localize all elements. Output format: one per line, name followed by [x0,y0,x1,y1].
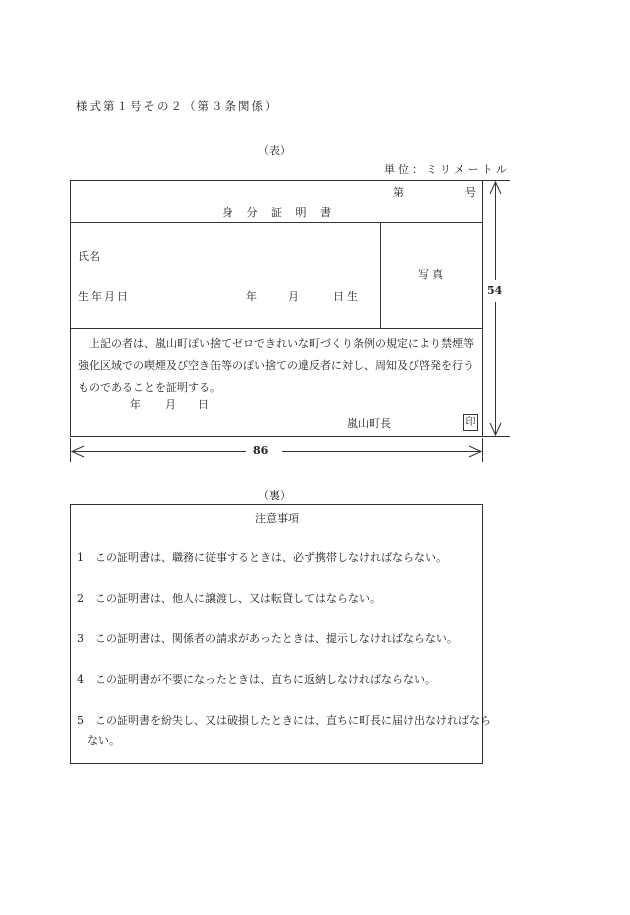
birth-year: 年 [246,290,257,303]
photo-label: 写真 [418,268,446,281]
name-label: 氏名 [78,250,100,263]
note-item: 3 この証明書は、関係者の請求があったときは、提示しなければならない。 [77,632,458,645]
card-title: 身 分 証 明 書 [222,206,334,219]
form-title: 様式第１号その２（第３条関係） [76,99,279,113]
note-item-continuation: ない。 [87,734,120,747]
birth-day: 日生 [333,290,361,303]
number-label-dai: 第 [393,186,404,199]
issuer-title: 嵐山町長 [347,417,391,430]
unit-note: 単位：ミリメートル [384,163,510,176]
note-item: 4 この証明書が不要になったときは、直ちに返納しなければならない。 [77,673,436,686]
notes-title: 注意事項 [255,512,299,525]
certification-statement: 上記の者は、嵐山町ぽい捨てゼロできれいな町づくり条例の規定により禁煙等強化区域での喫煙及び空き缶等のぽい捨ての違反者に対し、周知及び啓発を行うものであることを証明する。 [78,337,474,394]
height-dimension-label: 54 [487,284,503,297]
note-item: 5 この証明書を紛失し、又は破損したときには、直ちに町長に届け出なければなら [77,714,491,727]
seal-mark: 印 [463,414,478,431]
number-label-go: 号 [465,186,476,199]
birth-label: 生年月日 [78,290,130,303]
back-heading: （裏） [258,489,291,502]
birth-month: 月 [288,290,299,303]
issue-day: 日 [198,398,209,411]
front-heading: （表） [258,144,291,157]
note-item: 2 この証明書は、他人に譲渡し、又は転貸してはならない。 [77,592,381,605]
issue-month: 月 [165,398,176,411]
issue-year: 年 [130,398,141,411]
note-item: 1 この証明書は、職務に従事するときは、必ず携帯しなければならない。 [77,551,447,564]
width-dimension-label: 86 [253,444,269,457]
